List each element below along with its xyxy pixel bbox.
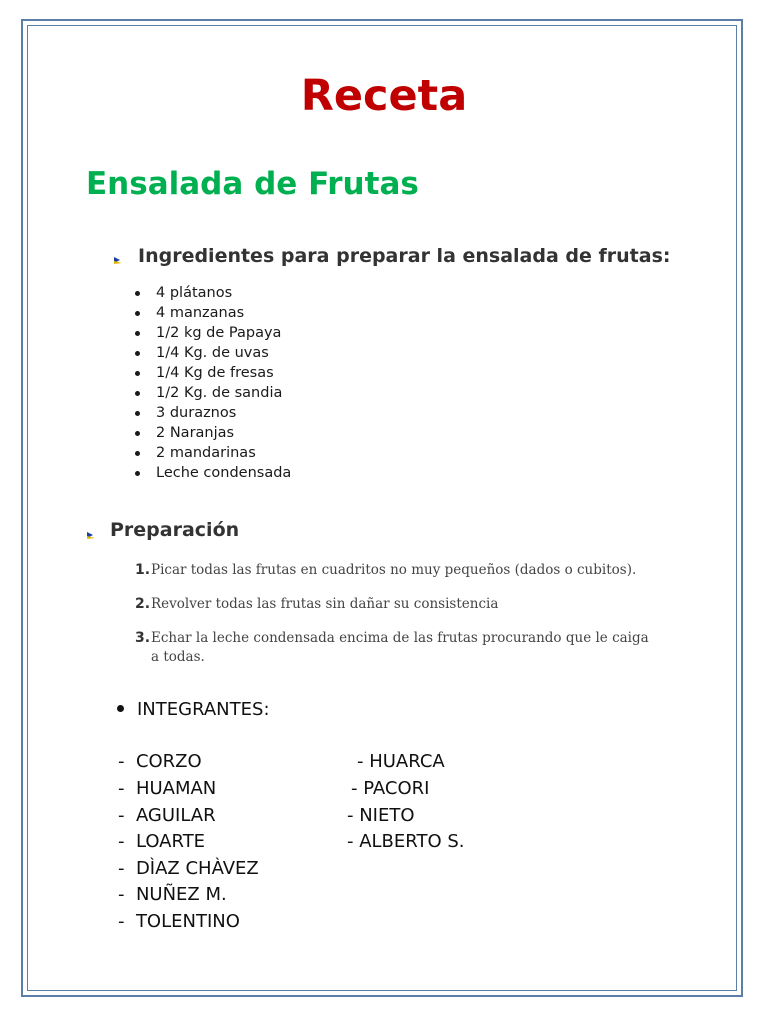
members-heading: INTEGRANTES: [115,698,270,722]
member-name: - CORZO [118,751,202,772]
ingredients-list [133,283,291,483]
ingredient-item: 4 manzanas [133,303,291,323]
member-name: - TOLENTINO [118,911,240,932]
step-item: 3. Echar la leche condensada encima de las frutas procurando que le caiga a todas. [135,630,649,665]
preparation-heading: Preparación [110,519,240,541]
arrow-bullet-icon [114,256,123,264]
bullet-icon [135,351,140,356]
ingredient-item: 1/2 kg de Papaya [133,323,291,343]
bullet-icon [135,391,140,396]
ingredient-item: 3 duraznos [133,403,291,423]
bullet-icon [117,705,124,712]
step-item: 2. Revolver todas las frutas sin dañar su consistencia [135,596,499,612]
step-item: 1. Picar todas las frutas en cuadritos no muy pequeños (dados o cubitos). [135,562,637,578]
member-name: - AGUILAR [118,805,216,826]
ingredient-item: 2 mandarinas [133,443,291,463]
member-name: - DÌAZ CHÀVEZ [118,858,259,879]
ingredients-heading: Ingredientes para preparar la ensalada de frutas: [138,245,671,267]
bullet-icon [135,431,140,436]
bullet-icon [135,311,140,316]
bullet-icon [135,411,140,416]
ingredient-item: 2 Naranjas [133,423,291,443]
member-name: - PACORI [351,778,430,799]
arrow-bullet-icon [87,531,96,539]
ingredient-item: Leche condensada [133,463,291,483]
ingredient-item: 4 plátanos [133,283,291,303]
ingredient-item: 1/4 Kg de fresas [133,363,291,383]
bullet-icon [135,291,140,296]
member-name: - NUÑEZ M. [118,884,227,905]
ingredient-item: 1/4 Kg. de uvas [133,343,291,363]
preparation-steps [135,561,655,667]
member-name: - LOARTE [118,831,206,852]
bullet-icon [135,451,140,456]
bullet-icon [135,371,140,376]
bullet-icon [135,471,140,476]
member-name: - HUARCA [357,751,445,772]
member-name: - NIETO [347,805,415,826]
member-name: - HUAMAN [118,778,217,799]
page-title: Receta [300,71,468,121]
ingredient-item: 1/2 Kg. de sandia [133,383,291,403]
recipe-name: Ensalada de Frutas [86,166,419,202]
bullet-icon [135,331,140,336]
member-name: - ALBERTO S. [347,831,465,852]
